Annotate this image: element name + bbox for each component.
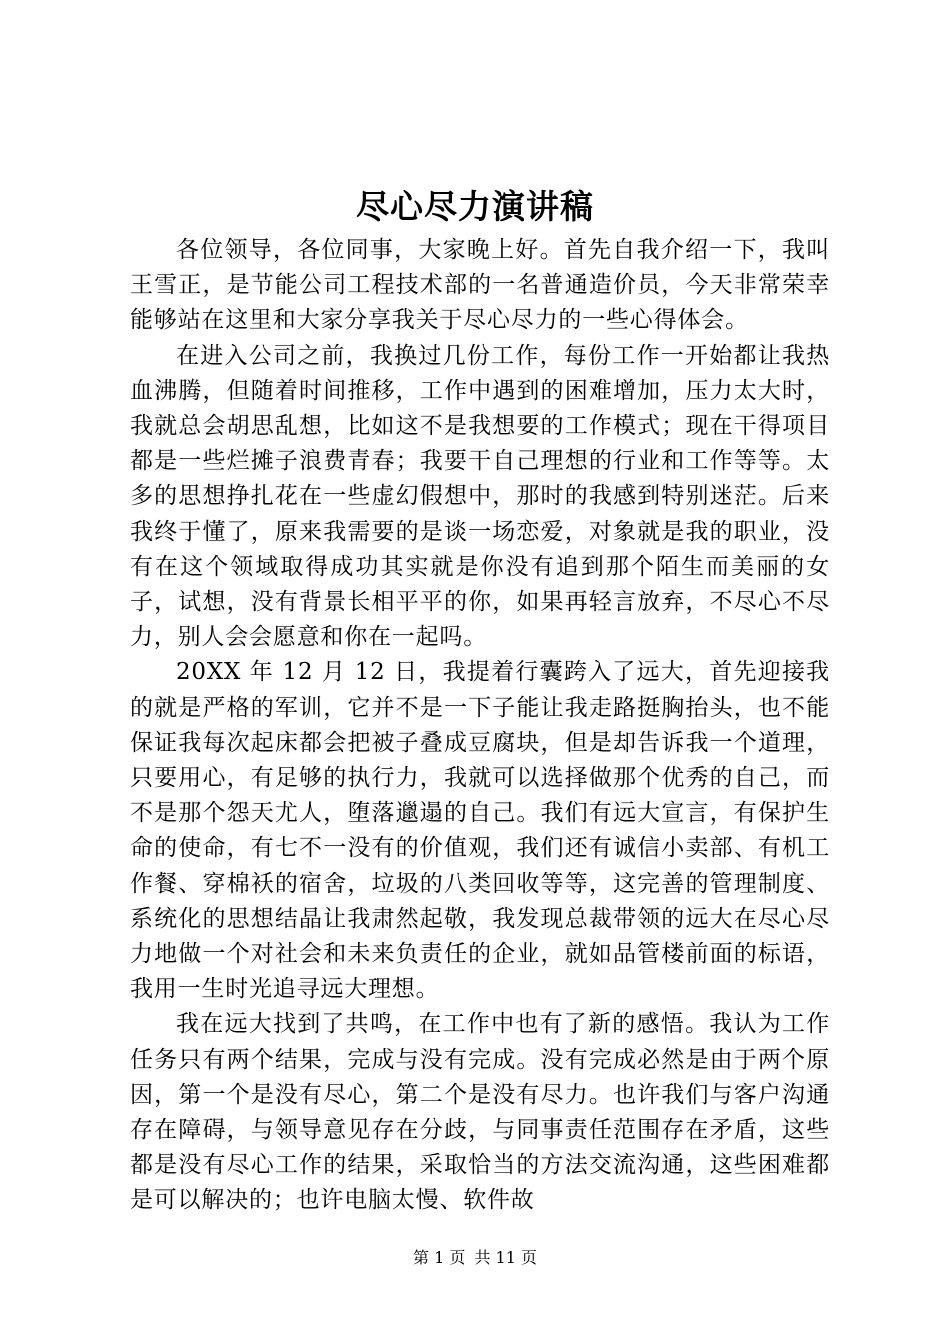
page-total: 共 11 页 (474, 1248, 537, 1267)
paragraph-before-company: 在进入公司之前，我换过几份工作，每份工作一开始都让我热血沸腾，但随着时间推移，工作中遇到的困难增加，压力太大时，我就总会胡思乱想，比如这不是我想要的工作模式；现在干得项目都是一些烂摊子浪费青春；我要干自己理想的行业和工作等等。太多的思想挣扎花在一些虚幻假想中，那时的我感到特别迷茫。后来我终于懂了，原来我需要的是谈一场恋爱，对象就是我的职业，没有在这个领域取得成功其实就是你没有追到那个陌生而美丽的女子，试想，没有背景长相平平的你，如果再轻言放弃，不尽心不尽力，别人会会愿意和你在一起吗。 (130, 342, 830, 651)
document-title: 尽心尽力演讲稿 (356, 187, 594, 226)
paragraph-insights: 我在远大找到了共鸣，在工作中也有了新的感悟。我认为工作任务只有两个结果，完成与没有完成。没有完成必然是由于两个原因，第一个是没有尽心，第二个是没有尽力。也许我们与客户沟通存在障碍，与领导意见存在分歧，与同事责任范围存在矛盾，这些都是没有尽心工作的结果，采取恰当的方法交流沟通，这些困难都是可以解决的；也许电脑太慢、软件故 (130, 1011, 830, 1214)
document-body (130, 233, 830, 1214)
page-footer (0, 1246, 950, 1270)
page-number: 第 1 页 (413, 1248, 466, 1267)
paragraph-intro: 各位领导，各位同事，大家晚上好。首先自我介绍一下，我叫王雪正，是节能公司工程技术部的一名普通造价员，今天非常荣幸能够站在这里和大家分享我关于尽心尽力的一些心得体会。 (130, 237, 830, 334)
paragraph-joining: 20XX 年 12 月 12 日，我提着行囊跨入了远大，首先迎接我的就是严格的军训，它并不是一下子能让我走路挺胸抬头，也不能保证我每次起床都会把被子叠成豆腐块，但是却告诉我一个道理，只要用心，有足够的执行力，我就可以选择做那个优秀的自己，而不是那个怨天尤人，堕落邋遢的自己。我们有远大宣言，有保护生命的使命，有七不一没有的价值观，我们还有诚信小卖部、有机工作餐、穿棉袄的宿舍，垃圾的八类回收等等，这完善的管理制度、系统化的思想结晶让我肃然起敬，我发现总裁带领的远大在尽心尽力地做一个对社会和未来负责任的企业，就如品管楼前面的标语，我用一生时光追寻远大理想。 (130, 659, 830, 1003)
